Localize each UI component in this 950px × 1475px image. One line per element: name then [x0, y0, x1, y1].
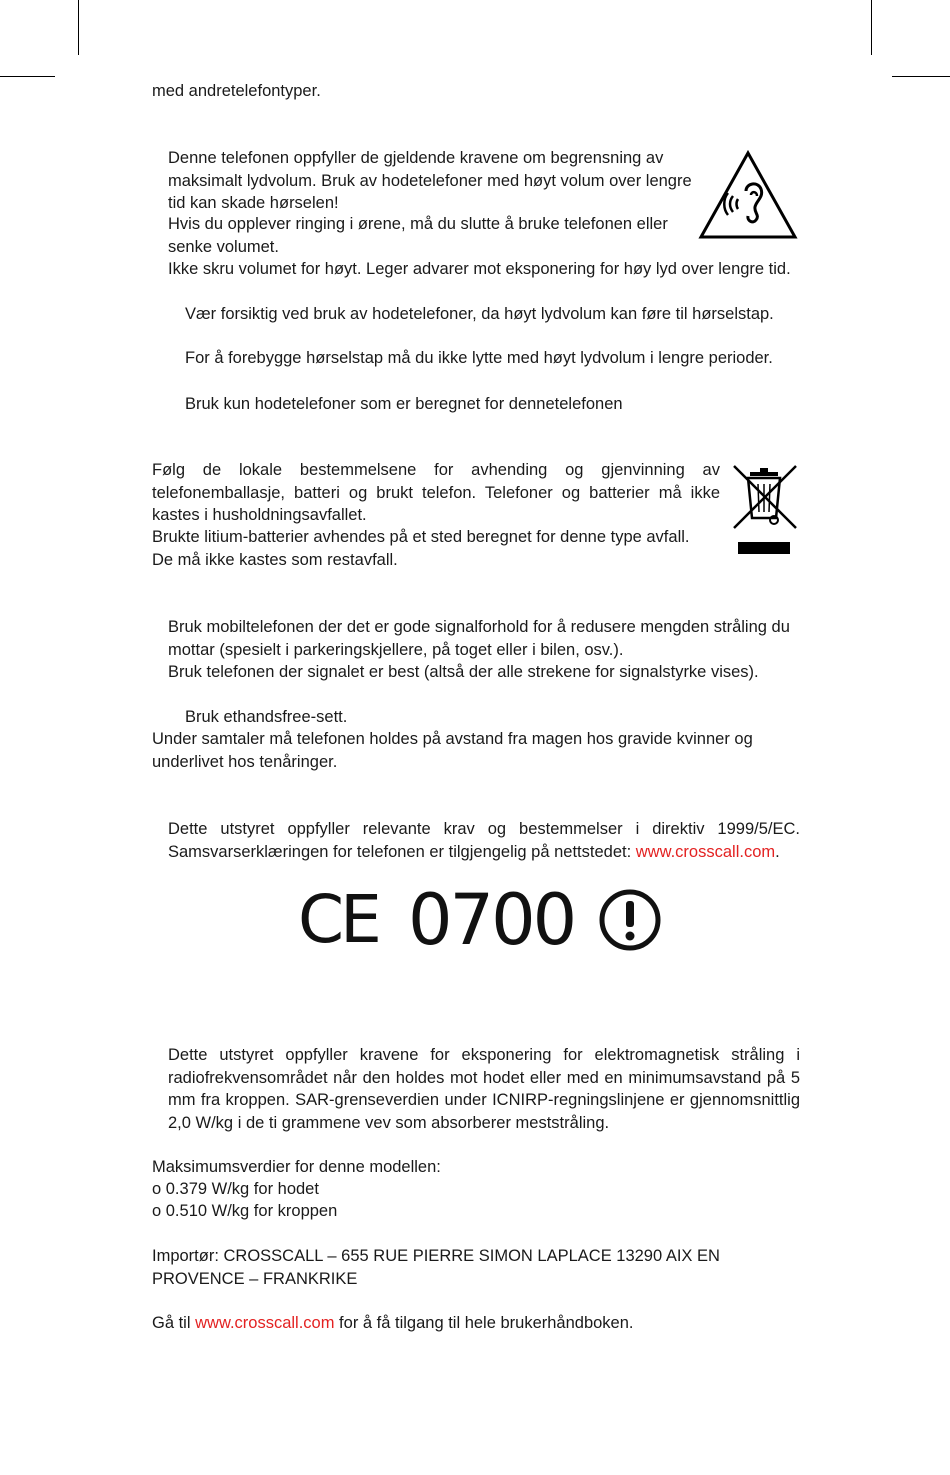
crosscall-website-link[interactable]: www.crosscall.com [635, 842, 776, 861]
continued-text: med andretelefontyper. [152, 82, 321, 100]
crop-mark-top-left [78, 0, 79, 55]
radiation-paragraph-3: Bruk ethandsfree-sett. [185, 708, 348, 726]
conformity-text: Dette utstyret oppfyller relevante krav og bestemmelser i direktiv 1999/5/EC. Samsvarserklæringen for telefonen er tilgjengelig på nettstedet: [168, 820, 800, 861]
goto-suffix: for å få tilgang til hele brukerhåndboken. [334, 1314, 634, 1332]
recycling-paragraph-1: Følg de lokale bestemmelsene for avhending og gjenvinning av telefonemballasje, batteri og brukt telefon. Telefoner og batterier må ikke kastes i husholdningsavfallet. [152, 461, 720, 524]
ce-marking [298, 880, 668, 960]
crosscall-manual-link[interactable]: www.crosscall.com [195, 1314, 335, 1332]
hearing-paragraph-2: Hvis du opplever ringing i ørene, må du slutte å bruke telefonen eller senke volumet. [168, 215, 668, 256]
hearing-paragraph-4: Vær forsiktig ved bruk av hodetelefoner, da høyt lydvolum kan føre til hørselstap. [185, 305, 774, 323]
exclamation-circle-icon [598, 888, 662, 952]
notified-body-number: 0700 [408, 879, 575, 961]
hearing-paragraph-6: Bruk kun hodetelefoner som er beregnet for dennetelefonen [185, 395, 623, 413]
crop-mark-left [0, 76, 55, 77]
hearing-paragraph-5: For å forebygge hørselstap må du ikke lytte med høyt lydvolum i lengre perioder. [185, 349, 773, 367]
crop-mark-top-right [871, 0, 872, 55]
sar-max-title: Maksimumsverdier for denne modellen: [152, 1158, 441, 1176]
hearing-paragraph-3: Ikke skru volumet for høyt. Leger advarer mot eksponering for høy lyd over lengre tid. [168, 260, 791, 278]
goto-prefix: Gå til [152, 1314, 196, 1332]
hearing-paragraph-1: Denne telefonen oppfyller de gjeldende kravene om begrensning av maksimalt lydvolum. Bruk av hodetelefoner med høyt volum over lengre tid kan skade hørselen! [168, 149, 692, 212]
crossed-out-wheelie-bin-icon [730, 462, 800, 556]
radiation-paragraph-2: Bruk telefonen der signalet er best (altså der alle strekene for signalstyrke vises). [168, 663, 759, 681]
crop-mark-right [892, 76, 950, 77]
radiation-paragraph-1: Bruk mobiltelefonen der det er gode signalforhold for å redusere mengden stråling du mottar (spesielt i parkeringskjellere, på toget eller i bilen, osv.). [168, 618, 790, 659]
user-manual-line [152, 1312, 800, 1335]
importer-address: Importør: CROSSCALL – 655 RUE PIERRE SIMON LAPLACE 13290 AIX EN PROVENCE – FRANKRIKE [152, 1247, 720, 1288]
sar-paragraph: Dette utstyret oppfyller kravene for eksponering for elektromagnetisk stråling i radiofrekvensområdet når den holdes mot hodet eller med en minimumsavstand på 5 mm fra kroppen. SAR-grenseverdien under ICNIRP-regningslinjene er gjennomsnittlig 2,0 W/kg i de ti grammene vev som absorberer meststråling. [168, 1046, 800, 1132]
ce-mark: CE [298, 881, 378, 958]
sar-body-value: o 0.510 W/kg for kroppen [152, 1202, 338, 1220]
conformity-paragraph [152, 818, 800, 863]
conformity-tail: . [775, 842, 780, 861]
sar-head-value: o 0.379 W/kg for hodet [152, 1180, 319, 1198]
radiation-paragraph-4: Under samtaler må telefonen holdes på avstand fra magen hos gravide kvinner og underlivet hos tenåringer. [152, 730, 753, 771]
recycling-paragraph-2: Brukte litium-batterier avhendes på et sted beregnet for denne type avfall. De må ikke kastes som restavfall. [152, 528, 690, 569]
ear-warning-triangle-icon [698, 149, 798, 245]
